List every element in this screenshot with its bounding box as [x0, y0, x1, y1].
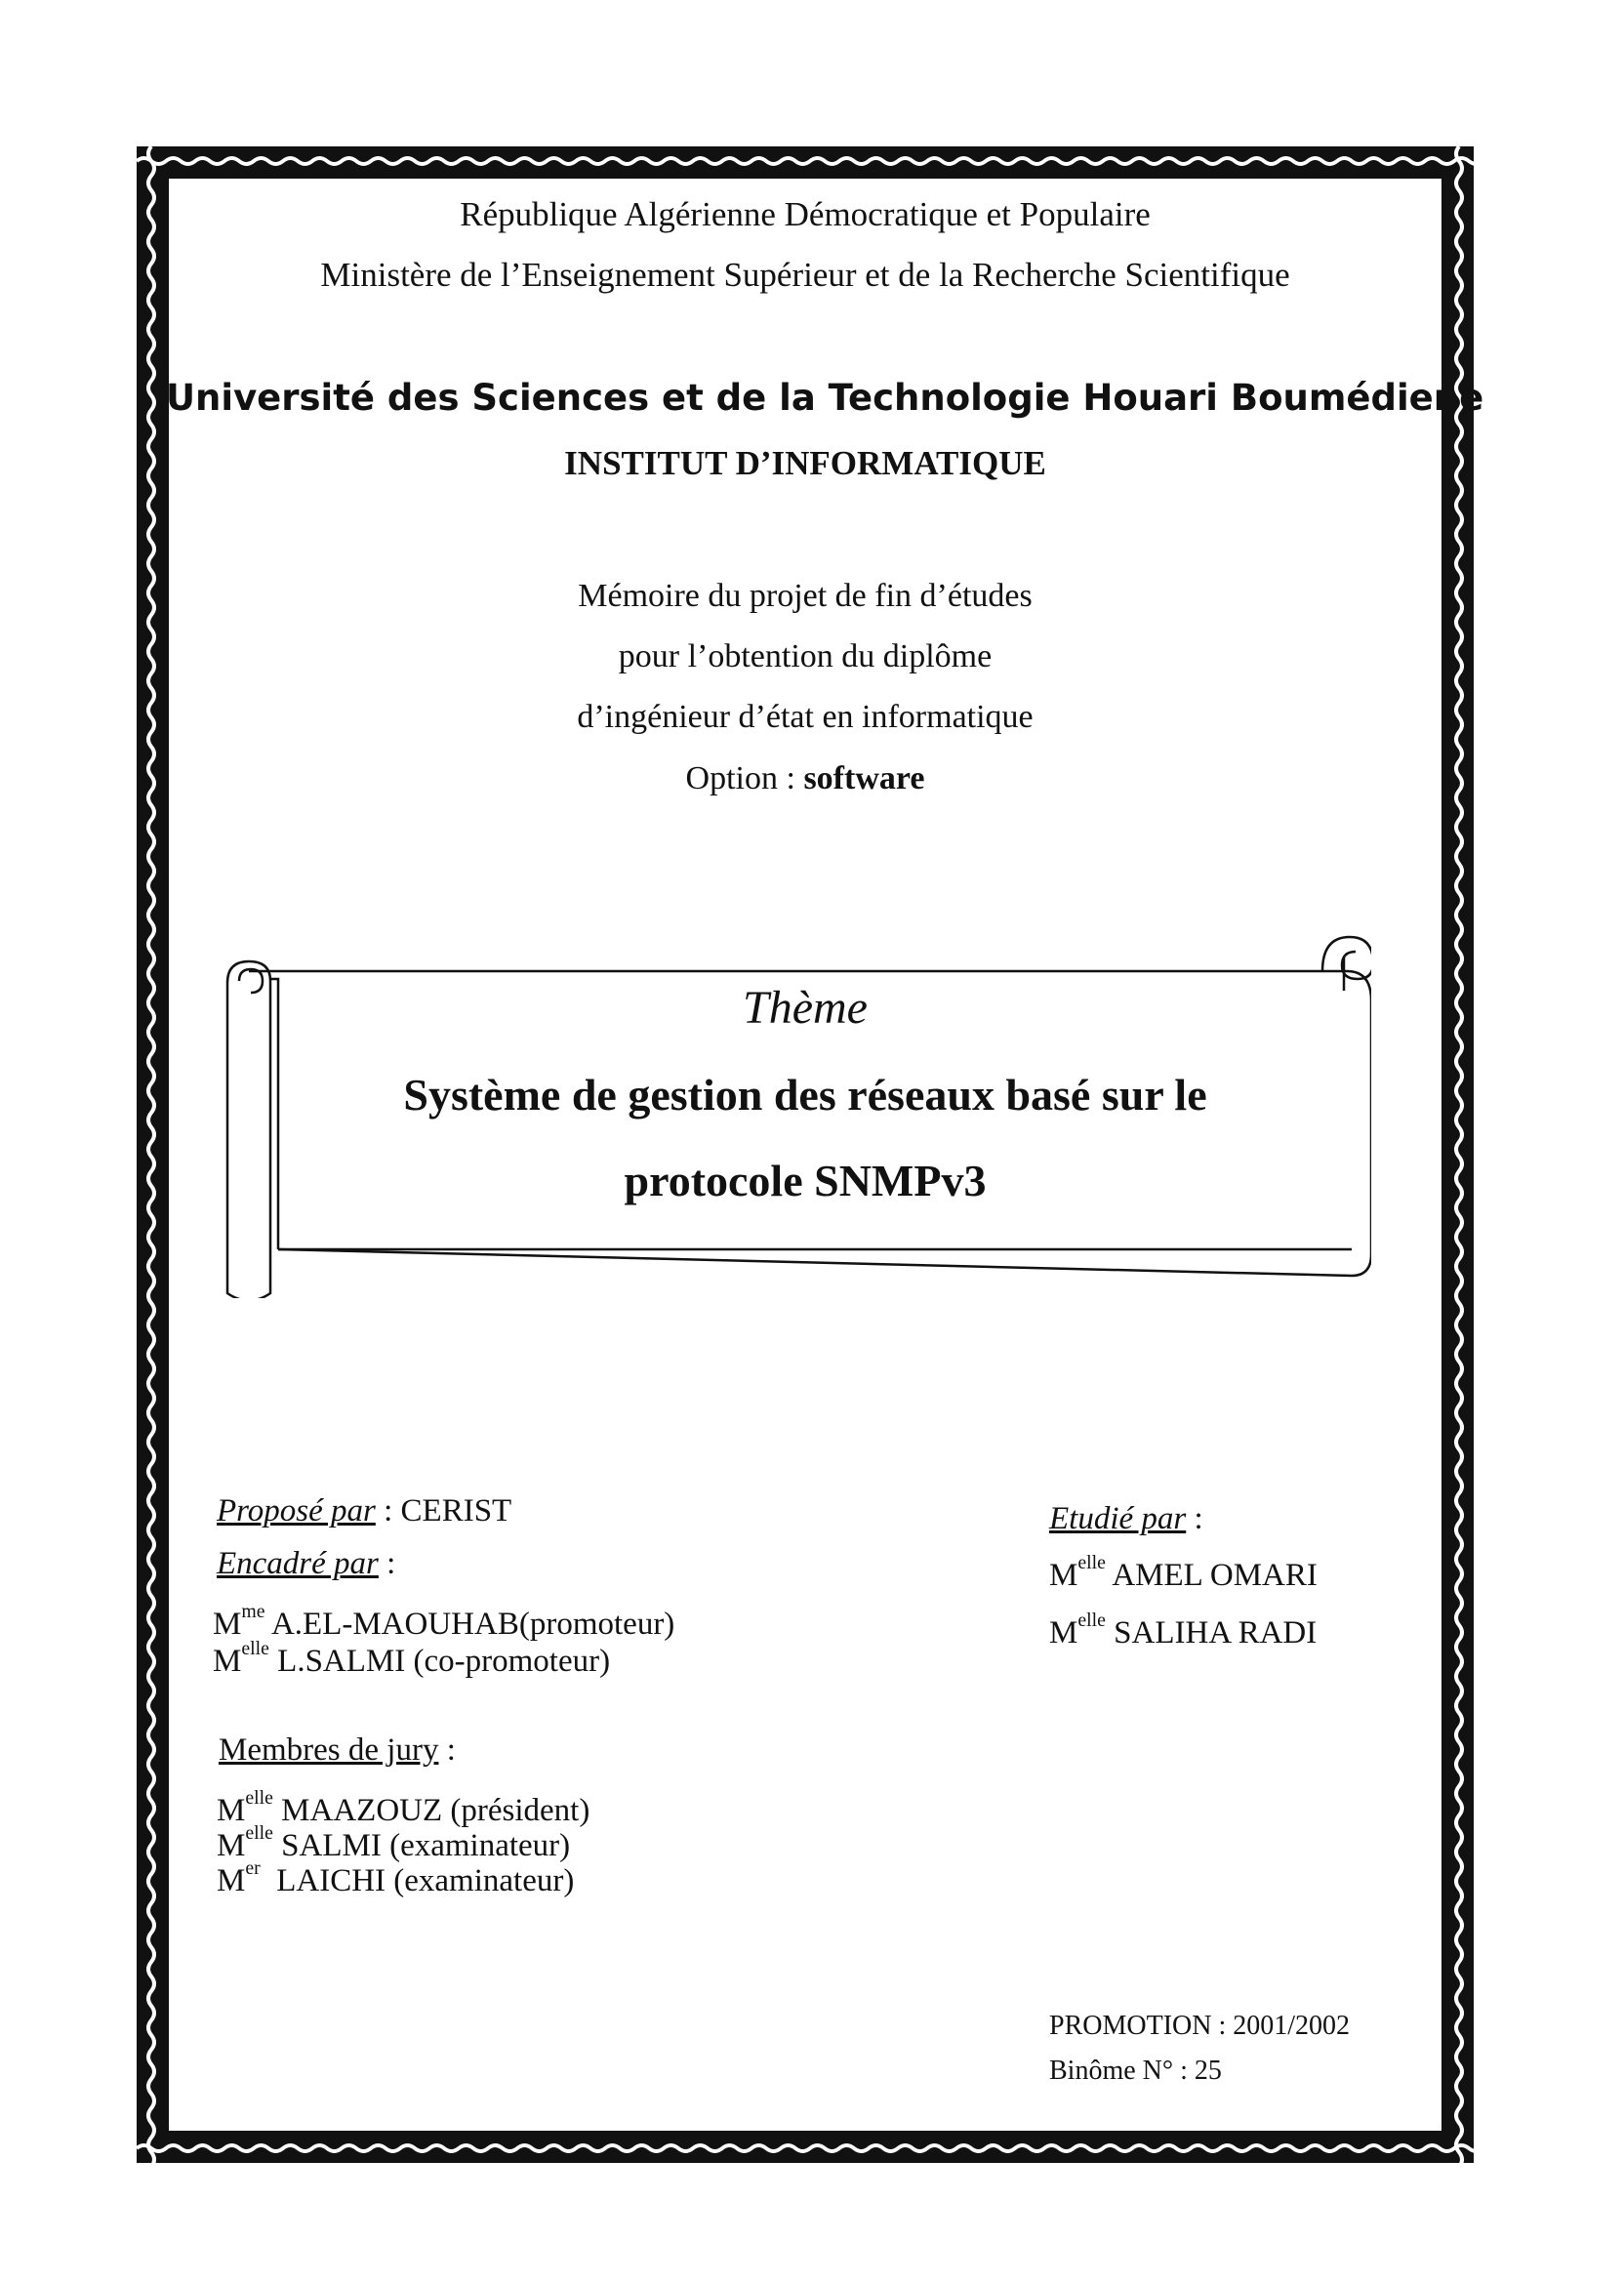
jury-name: MAAZOUZ (président): [281, 1793, 590, 1828]
title-suffix: me: [241, 1601, 265, 1623]
jury-label: Membres de jury: [219, 1732, 439, 1768]
title-suffix: elle: [1077, 1610, 1106, 1632]
title-suffix: elle: [1077, 1552, 1106, 1574]
title-suffix: elle: [245, 1822, 273, 1845]
supervised-label: Encadré par: [217, 1546, 379, 1581]
option-value: software: [803, 760, 925, 796]
jury-heading: [219, 1732, 456, 1769]
theme-label: Thème: [743, 982, 868, 1034]
institute-name: INSTITUT D’INFORMATIQUE: [564, 444, 1046, 482]
title-prefix: M: [213, 1644, 242, 1679]
theme-title-line-2: protocole SNMPv3: [624, 1156, 987, 1205]
jury-name: SALMI (examinateur): [281, 1828, 571, 1863]
title-prefix: M: [217, 1863, 246, 1898]
proposed-value: : CERIST: [384, 1493, 512, 1528]
memoire-line-2: pour l’obtention du diplôme: [618, 638, 993, 674]
supervised-by: [217, 1546, 395, 1582]
student-2: [1049, 1610, 1318, 1651]
supervisor-2: [213, 1638, 611, 1680]
proposed-label: Proposé par: [217, 1493, 376, 1528]
university-name: Université des Sciences et de la Technologie Houari Boumédiene: [166, 377, 1484, 419]
title-prefix: M: [1049, 1558, 1078, 1593]
jury-member-2: [217, 1822, 571, 1864]
jury-name: LAICHI (examinateur): [276, 1863, 575, 1898]
proposed-by: [217, 1493, 511, 1529]
jury-colon: :: [446, 1732, 456, 1768]
promotion-line: PROMOTION : 2001/2002: [1049, 2011, 1351, 2041]
supervisor-1: [213, 1601, 675, 1643]
studied-colon: :: [1194, 1501, 1203, 1536]
republic-line: République Algérienne Démocratique et Populaire: [460, 195, 1151, 233]
title-prefix: M: [1049, 1615, 1078, 1650]
memoire-line-3: d’ingénieur d’état en informatique: [577, 699, 1034, 735]
student-1: [1049, 1552, 1318, 1594]
title-prefix: M: [213, 1607, 242, 1642]
student-name: SALIHA RADI: [1114, 1615, 1318, 1650]
supervisor-name: L.SALMI (co-promoteur): [277, 1644, 611, 1679]
title-suffix: elle: [245, 1787, 273, 1810]
studied-by: [1049, 1501, 1203, 1537]
studied-label: Etudié par: [1049, 1501, 1187, 1536]
title-prefix: M: [217, 1828, 246, 1863]
ministry-line: Ministère de l’Enseignement Supérieur et de la Recherche Scientifique: [320, 256, 1290, 294]
jury-member-3: [217, 1857, 575, 1899]
option-label: Option :: [685, 760, 795, 796]
binome-line: Binôme N° : 25: [1049, 2056, 1222, 2086]
option-line: [166, 760, 1444, 797]
student-name: AMEL OMARI: [1112, 1558, 1318, 1593]
title-suffix: elle: [241, 1638, 269, 1660]
title-prefix: M: [217, 1793, 246, 1828]
supervisor-name: A.EL-MAOUHAB(promoteur): [270, 1607, 675, 1642]
theme-title-line-1: Système de gestion des réseaux basé sur le: [403, 1070, 1207, 1120]
supervised-colon: :: [386, 1546, 396, 1581]
title-suffix: er: [245, 1857, 261, 1880]
memoire-line-1: Mémoire du projet de fin d’études: [578, 578, 1033, 614]
